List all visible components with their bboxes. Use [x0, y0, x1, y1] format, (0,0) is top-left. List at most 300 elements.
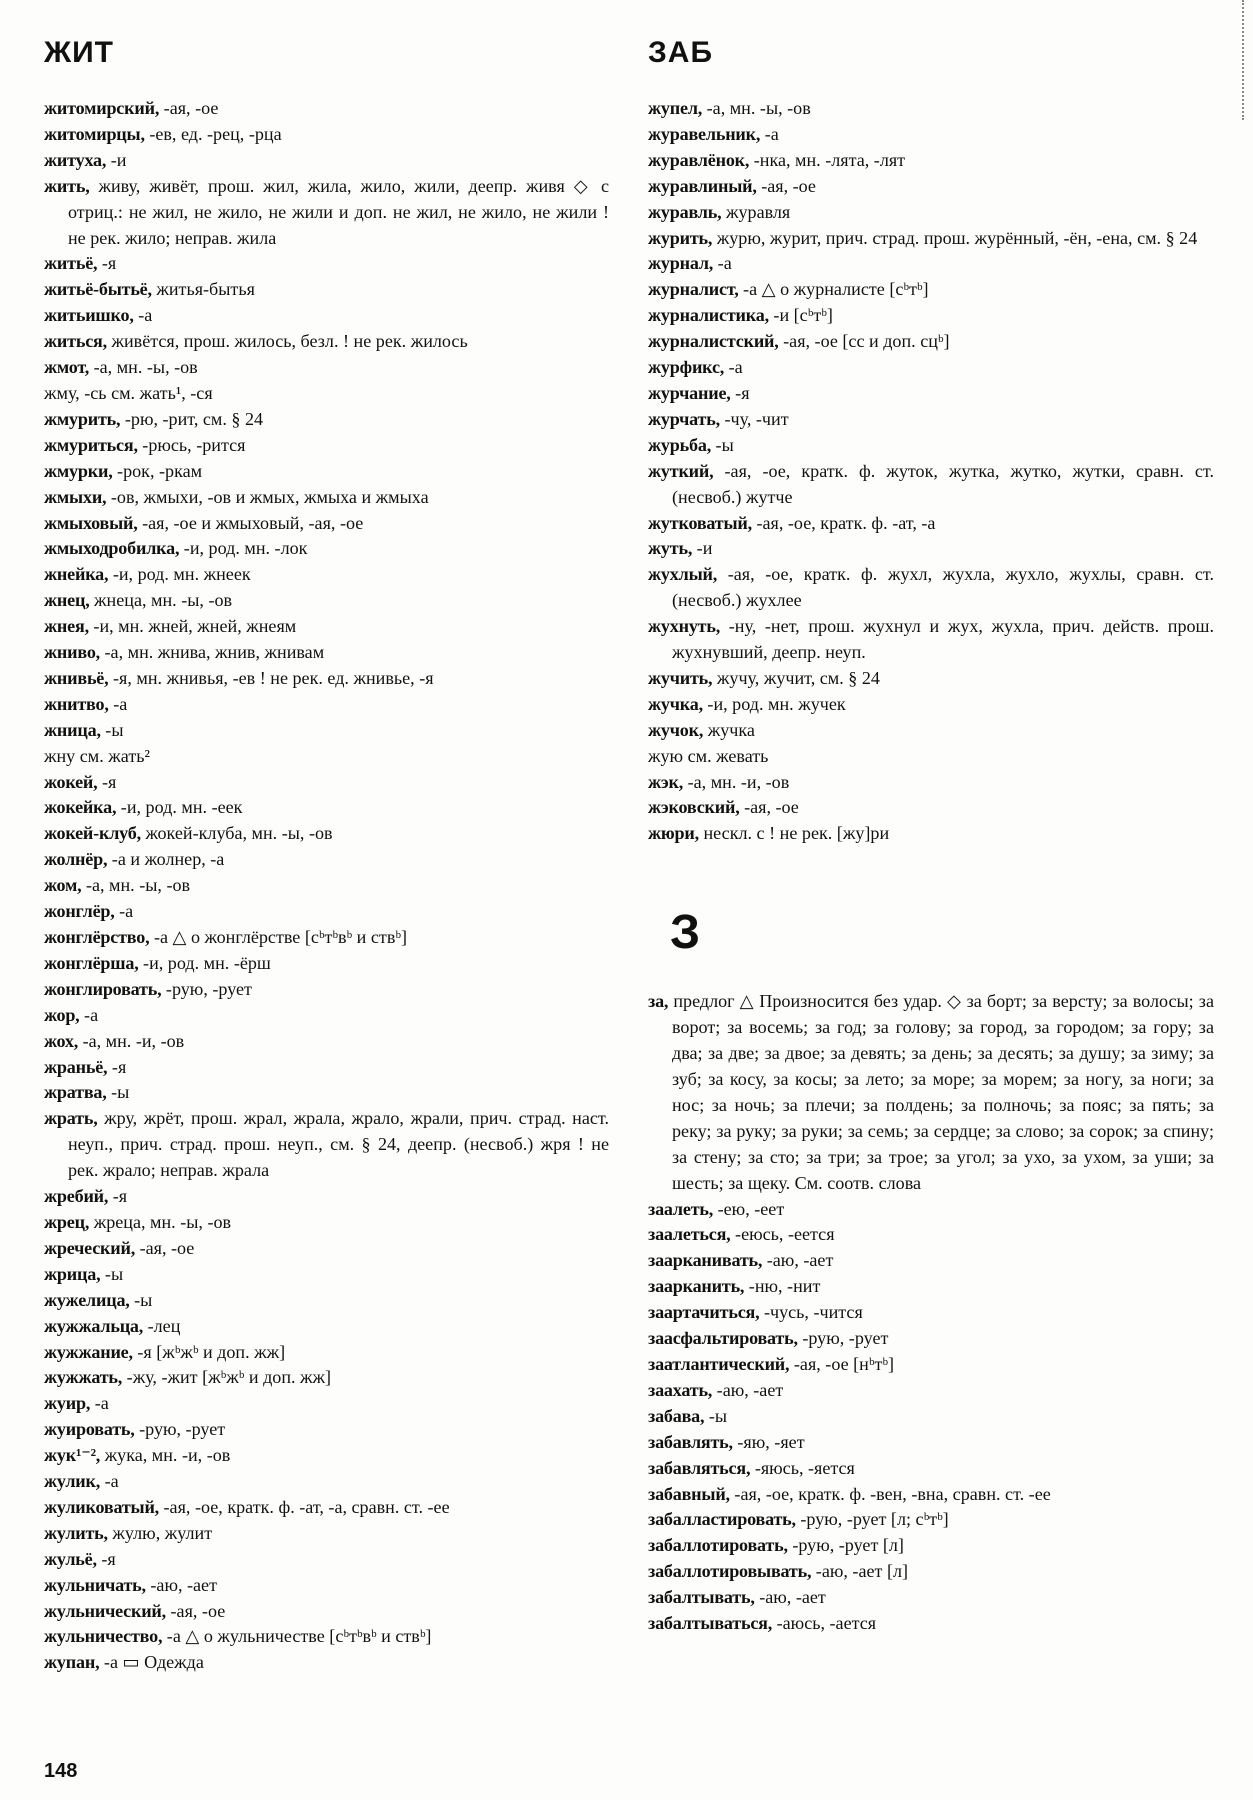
entry-body: -яюсь, -яется [750, 1457, 855, 1478]
dictionary-entry [648, 1456, 1214, 1482]
dictionary-entry [648, 666, 1214, 692]
entry-body: -я [108, 1186, 128, 1207]
dictionary-entry [648, 1559, 1214, 1585]
entry-body: -жу, -жит [жᵇжᵇ и доп. жж] [122, 1367, 332, 1388]
entry-headword: жрать, [44, 1108, 98, 1129]
dictionary-entry [648, 251, 1214, 277]
dictionary-entry [648, 96, 1214, 122]
entry-body: -а [90, 1393, 109, 1414]
dictionary-entry [44, 1547, 609, 1573]
entry-headword: жужелица, [44, 1289, 130, 1310]
dictionary-entry [44, 1469, 609, 1495]
entry-headword: жница, [44, 719, 101, 740]
entry-body: жну см. жать² [44, 745, 150, 766]
entry-headword: жупел, [648, 98, 703, 118]
dictionary-entry [648, 562, 1214, 614]
entry-body: -ая, -ое, кратк. ф. жуток, жутка, жутко, жутки, сравн. ст. (несвоб.) жутче [672, 460, 1214, 507]
running-head-left: ЖИТ [44, 36, 115, 69]
entry-headword: журфикс, [648, 357, 725, 378]
dictionary-entry [44, 1573, 609, 1599]
entry-headword: жокейка, [44, 797, 117, 818]
entry-headword: житомирцы, [44, 123, 145, 144]
dictionary-entry [648, 718, 1214, 744]
section-letter: З [670, 906, 701, 960]
entry-headword: жуть, [648, 538, 693, 559]
dictionary-entry [44, 614, 609, 640]
entry-body: -а и жолнер, -а [107, 849, 225, 870]
dictionary-entry [44, 873, 609, 899]
entry-body: -и [сᵇтᵇ] [768, 305, 833, 326]
dictionary-entry [648, 1352, 1214, 1378]
entry-headword: жраньё, [44, 1056, 108, 1077]
entry-headword: жонглёрша, [44, 952, 139, 973]
entry-body: -ы [106, 1082, 130, 1103]
entry-headword: жульё, [44, 1548, 97, 1569]
dictionary-entry [44, 1210, 609, 1236]
dictionary-entry [44, 951, 609, 977]
entry-body: -а [114, 901, 134, 922]
entry-body: -чу, -чит [719, 408, 789, 429]
entry-body: -и, род. мн. жнеек [108, 564, 251, 585]
entry-body: житья-бытья [151, 279, 255, 300]
dictionary-entry [648, 148, 1214, 174]
entry-headword: журналистика, [648, 305, 769, 326]
entry-headword: жолнёр, [44, 849, 108, 870]
dictionary-entry [44, 1003, 609, 1029]
entry-body: -ая, -ое [165, 1600, 226, 1621]
dictionary-entry [44, 1365, 609, 1391]
entry-headword: жульничество, [44, 1626, 163, 1647]
entry-body: жру, жрёт, прош. жрал, жрала, жрало, жрали, прич. страд. наст. неуп., прич. страд. прош. неуп., см. § 24, деепр. (несвоб.) жря ! не рек. жрало; неправ. жрала [68, 1108, 609, 1181]
dictionary-entry [648, 277, 1214, 303]
entry-body: -ы [100, 719, 124, 740]
entry-headword: жмот, [44, 357, 90, 378]
dictionary-entry [44, 148, 609, 174]
dictionary-entry [44, 1417, 609, 1443]
dictionary-entry [648, 536, 1214, 562]
entry-headword: забаллотировать, [648, 1535, 788, 1556]
dictionary-entry [648, 614, 1214, 666]
entry-headword: жратва, [44, 1082, 107, 1103]
left-column [44, 96, 609, 1676]
entry-headword: жор, [44, 1004, 80, 1025]
dictionary-entry [648, 511, 1214, 537]
entry-headword: забавный, [648, 1483, 730, 1504]
entry-headword: журналист, [648, 279, 739, 300]
entry-body: жую см. жевать [648, 745, 769, 766]
dictionary-entry [648, 1430, 1214, 1456]
dictionary-entry [648, 200, 1214, 226]
dictionary-entry [44, 1521, 609, 1547]
entry-body: -аю, -ает [762, 1250, 834, 1271]
entry-headword: заасфальтировать, [648, 1328, 798, 1349]
entry-headword: жмыховый, [44, 512, 138, 533]
entry-body: -яю, -яет [732, 1431, 805, 1452]
dictionary-entry [44, 562, 609, 588]
entry-body: -лец [143, 1315, 181, 1336]
dictionary-entry [44, 925, 609, 951]
dictionary-entry [44, 1288, 609, 1314]
entry-headword: журчание, [648, 382, 731, 403]
entry-body: -ев, ед. -рец, -рца [144, 123, 282, 144]
entry-headword: заартачиться, [648, 1302, 760, 1323]
running-head-right: ЗАБ [648, 36, 714, 69]
dictionary-entry [44, 459, 609, 485]
entry-headword: житьё, [44, 253, 98, 274]
entry-body: -и, род. мн. -лок [179, 538, 308, 559]
dictionary-entry [44, 381, 609, 407]
entry-headword: жмурки, [44, 460, 113, 481]
entry-headword: заахать, [648, 1379, 713, 1400]
dictionary-entry [44, 821, 609, 847]
entry-body: -рок, -ркам [112, 460, 203, 481]
entry-body: -нка, мн. -лята, -лят [749, 149, 906, 170]
entry-headword: жмурить, [44, 408, 121, 429]
entry-body: -я [730, 382, 750, 403]
dictionary-entry [648, 1378, 1214, 1404]
entry-body: -аю, -ает [712, 1379, 784, 1400]
dictionary-entry [648, 433, 1214, 459]
entry-body: -а [760, 123, 779, 144]
entry-body: -рую, -рует [л; сᵇтᵇ] [795, 1509, 949, 1530]
entry-body: -ну, -нет, прош. жухнул и жух, жухла, прич. действ. прош. жухнувший, деепр. неуп. [672, 616, 1214, 663]
entry-headword: журавельник, [648, 123, 761, 144]
entry-headword: жребий, [44, 1186, 109, 1207]
dictionary-entry [44, 511, 609, 537]
dictionary-entry [44, 1106, 609, 1184]
dictionary-entry [648, 1197, 1214, 1223]
entry-headword: жнитво, [44, 693, 109, 714]
entry-headword: заалеться, [648, 1224, 731, 1245]
right-column-entries-bottom [648, 989, 1214, 1637]
dictionary-entry [44, 329, 609, 355]
entry-headword: жмыхи, [44, 486, 107, 507]
entry-body: -а [724, 357, 743, 378]
dictionary-entry [44, 433, 609, 459]
entry-body: жреца, мн. -ы, -ов [89, 1211, 232, 1232]
entry-headword: жучок, [648, 719, 704, 740]
entry-headword: жонглёр, [44, 901, 115, 922]
entry-body: нескл. с ! не рек. [жу]ри [698, 823, 890, 844]
entry-headword: жнивьё, [44, 667, 109, 688]
entry-headword: жох, [44, 1030, 79, 1051]
entry-body: -ая, -ое [159, 98, 219, 118]
entry-body: -и, род. мн. жучек [702, 693, 846, 714]
entry-body: -я [жᵇжᵇ и доп. жж] [132, 1341, 286, 1362]
entry-headword: жнец, [44, 590, 90, 611]
entry-headword: жниво, [44, 642, 100, 663]
dictionary-entry [44, 1262, 609, 1288]
dictionary-entry [648, 226, 1214, 252]
entry-headword: заарканивать, [648, 1250, 763, 1271]
entry-headword: журнал, [648, 253, 714, 274]
dictionary-entry [44, 744, 609, 770]
entry-body: -а, мн. жнива, жнив, жнивам [100, 642, 325, 663]
entry-body: -ню, -нит [744, 1276, 821, 1297]
entry-headword: житомирский, [44, 98, 160, 118]
dictionary-entry [648, 1482, 1214, 1508]
dictionary-entry [44, 407, 609, 433]
entry-headword: журьба, [648, 434, 712, 455]
entry-headword: жулик, [44, 1471, 101, 1492]
entry-body: -ая, -ое [сс и доп. сцᵇ] [778, 331, 950, 352]
entry-body: живу, живёт, прош. жил, жила, жило, жили, деепр. живя ◇ с отриц.: не жил, не жило, не жили и доп. не жил, не жило, не жили ! не рек. жило; неправ. жила [68, 175, 609, 248]
entry-body: -ов, жмыхи, -ов и жмых, жмыха и жмыха [106, 486, 429, 507]
entry-body: -а [108, 693, 128, 714]
dictionary-entry [44, 277, 609, 303]
dictionary-entry [44, 174, 609, 252]
entry-body: -а ▭ Одежда [99, 1652, 204, 1673]
entry-body: -и [692, 538, 713, 559]
entry-body: -а, мн. -ы, -ов [81, 875, 191, 896]
entry-headword: забалтываться, [648, 1613, 773, 1634]
entry-body: -я [97, 771, 117, 792]
entry-body: -а △ о журналисте [сᵇтᵇ] [738, 279, 929, 300]
entry-body: -ею, -еет [713, 1198, 785, 1219]
entry-headword: жульнический, [44, 1600, 166, 1621]
dictionary-entry [648, 770, 1214, 796]
entry-headword: жужжание, [44, 1341, 133, 1362]
entry-headword: жрец, [44, 1211, 90, 1232]
entry-headword: жуировать, [44, 1419, 135, 1440]
entry-headword: жокей-клуб, [44, 823, 141, 844]
entry-body: -аюсь, -ается [772, 1613, 877, 1634]
entry-body: -ая, -ое, кратк. ф. жухл, жухла, жухло, жухлы, сравн. ст. (несвоб.) жухлее [672, 564, 1214, 611]
entry-body: -аю, -ает [145, 1574, 217, 1595]
entry-body: -ая, -ое, кратк. ф. -ат, -а, сравн. ст. -ее [159, 1496, 450, 1517]
entry-body: -а △ о жульничестве [сᵇтᵇвᵇ и ствᵇ] [162, 1626, 432, 1647]
entry-body: -ы [704, 1405, 728, 1426]
entry-headword: жуткий, [648, 460, 714, 481]
dictionary-entry [648, 795, 1214, 821]
entry-body: -ы [100, 1263, 124, 1284]
entry-body: жучу, жучит, см. § 24 [712, 667, 880, 688]
entry-headword: забалтывать, [648, 1587, 755, 1608]
dictionary-entry [44, 1055, 609, 1081]
entry-body: жука, мн. -и, -ов [100, 1445, 231, 1466]
dictionary-entry [648, 1611, 1214, 1637]
entry-body: -рую, -рует [л] [787, 1535, 904, 1556]
entry-body: -рую, -рует [161, 978, 252, 999]
entry-headword: жужжальца, [44, 1315, 144, 1336]
entry-headword: жупан, [44, 1652, 100, 1673]
dictionary-entry [44, 640, 609, 666]
entry-body: -я [96, 1548, 116, 1569]
entry-body: жму, -сь см. жать¹, -ся [44, 382, 213, 403]
dictionary-entry [648, 989, 1214, 1196]
dictionary-entry [44, 770, 609, 796]
dictionary-entry [648, 303, 1214, 329]
dictionary-entry [648, 821, 1214, 847]
entry-body: -ая, -ое и жмыховый, -ая, -ое [137, 512, 364, 533]
dictionary-entry [44, 1236, 609, 1262]
page-edge-marks [1242, 0, 1247, 120]
entry-body: -а, мн. -ы, -ов [89, 357, 198, 378]
dictionary-entry [648, 459, 1214, 511]
dictionary-entry [44, 1029, 609, 1055]
entry-body: -а △ о жонглёрстве [сᵇтᵇвᵇ и ствᵇ] [149, 927, 408, 947]
entry-headword: жук¹⁻², [44, 1445, 101, 1466]
entry-headword: журить, [648, 227, 713, 248]
entry-body: -а [79, 1004, 99, 1025]
dictionary-entry [44, 718, 609, 744]
dictionary-entry [648, 1300, 1214, 1326]
dictionary-entry [44, 692, 609, 718]
page-number: 148 [44, 1760, 78, 1782]
entry-headword: жухнуть, [648, 616, 721, 637]
entry-headword: журавлёнок, [648, 149, 750, 170]
entry-body: -рую, -рует [797, 1328, 889, 1349]
entry-body: -ая, -ое [739, 797, 799, 818]
entry-headword: житьишко, [44, 305, 134, 326]
dictionary-entry [44, 303, 609, 329]
entry-body: -еюсь, -еется [730, 1224, 835, 1245]
entry-body: жулю, жулит [107, 1522, 213, 1543]
entry-headword: жулить, [44, 1522, 108, 1543]
entry-body: -и, род. мн. -еек [116, 797, 243, 818]
entry-body: -и [106, 149, 127, 170]
entry-headword: журавль, [648, 201, 722, 222]
entry-body: -а, мн. -и, -ов [683, 771, 790, 792]
dictionary-entry [648, 1533, 1214, 1559]
entry-headword: жнейка, [44, 564, 109, 585]
dictionary-entry [44, 795, 609, 821]
entry-headword: за, [648, 991, 669, 1012]
dictionary-entry [44, 1443, 609, 1469]
dictionary-entry [648, 692, 1214, 718]
dictionary-entry [44, 251, 609, 277]
entry-body: -а [100, 1471, 119, 1492]
dictionary-entry [648, 355, 1214, 381]
entry-body: -аю, -ает [л] [811, 1561, 909, 1582]
dictionary-entry [648, 1326, 1214, 1352]
entry-headword: жутковатый, [648, 512, 752, 533]
entry-body: -аю, -ает [754, 1587, 826, 1608]
entry-headword: журавлиный, [648, 175, 757, 196]
entry-headword: жэк, [648, 771, 684, 792]
dictionary-entry [44, 666, 609, 692]
dictionary-entry [44, 1184, 609, 1210]
dictionary-entry [44, 485, 609, 511]
entry-body: жучка [703, 719, 755, 740]
entry-headword: жужжать, [44, 1367, 123, 1388]
entry-body: -и, мн. жней, жней, жнеям [88, 616, 297, 637]
entry-headword: житься, [44, 331, 107, 352]
dictionary-entry [44, 1650, 609, 1676]
entry-body: жокей-клуба, мн. -ы, -ов [140, 823, 333, 844]
entry-body: -а, мн. -и, -ов [78, 1030, 185, 1051]
dictionary-entry [648, 329, 1214, 355]
dictionary-entry [648, 744, 1214, 770]
entry-headword: забалластировать, [648, 1509, 796, 1530]
entry-headword: жуир, [44, 1393, 91, 1414]
entry-body: -рю, -рит, см. § 24 [120, 408, 264, 429]
entry-body: предлог △ Произносится без удар. ◇ за борт; за версту; за волосы; за ворот; за восемь; за год; за голову; за город, за городом; за гору; за два; за две; за двое; за девять; за день; за десять; за душу; за зиму; за зуб; за косу, за косы; за лето; за море; за морем; за ногу, за ноги; за нос; за ночь; за плечи; за полдень; за полночь; за пояс; за пять; за реку; за руку; за руки; за семь; за сердце; за слово; за сорок; за спину; за стену; за сто; за три; за трое; за угол; за ухо, за ухом, за уши; за шесть; за щеку. См. соотв. слова [668, 991, 1214, 1193]
entry-body: жнеца, мн. -ы, -ов [89, 590, 233, 611]
entry-headword: житьё-бытьё, [44, 279, 152, 300]
entry-headword: жухлый, [648, 564, 718, 585]
entry-headword: жреческий, [44, 1237, 136, 1258]
dictionary-entry [44, 96, 609, 122]
dictionary-entry [44, 536, 609, 562]
entry-body: -ая, -ое [нᵇтᵇ] [789, 1353, 894, 1374]
entry-headword: забава, [648, 1405, 705, 1426]
entry-body: -я [97, 253, 117, 274]
entry-body: -ая, -ое [756, 175, 816, 196]
entry-headword: житуха, [44, 149, 107, 170]
entry-body: журавля [721, 201, 791, 222]
entry-headword: жнея, [44, 616, 89, 637]
right-column-entries-top [648, 96, 1214, 847]
entry-headword: заалеть, [648, 1198, 714, 1219]
entry-headword: жюри, [648, 823, 699, 844]
dictionary-entry [648, 174, 1214, 200]
entry-body: -рую, -рует [134, 1419, 226, 1440]
entry-headword: заарканить, [648, 1276, 745, 1297]
dictionary-entry [648, 1585, 1214, 1611]
dictionary-entry [648, 1248, 1214, 1274]
entry-headword: жить, [44, 175, 90, 196]
entry-headword: жэковский, [648, 797, 740, 818]
entry-headword: забавлять, [648, 1431, 733, 1452]
entry-body: -а, мн. -ы, -ов [702, 98, 811, 118]
dictionary-entry [648, 1404, 1214, 1430]
entry-headword: жучка, [648, 693, 703, 714]
entry-body: -я [107, 1056, 127, 1077]
dictionary-entry [44, 1080, 609, 1106]
entry-headword: журчать, [648, 408, 720, 429]
entry-body: -ая, -ое [135, 1237, 195, 1258]
dictionary-entry [648, 1507, 1214, 1533]
entry-headword: жуликоватый, [44, 1496, 159, 1517]
dictionary-entry [44, 588, 609, 614]
dictionary-entry [44, 1340, 609, 1366]
entry-body: журю, журит, прич. страд. прош. журённый, -ён, -ена, см. § 24 [712, 227, 1198, 248]
dictionary-entry [648, 1222, 1214, 1248]
entry-headword: жонглировать, [44, 978, 162, 999]
dictionary-entry [44, 1495, 609, 1521]
entry-body: -рюсь, -рится [137, 434, 246, 455]
entry-headword: журналистский, [648, 331, 779, 352]
entry-headword: жрица, [44, 1263, 101, 1284]
entry-headword: забавляться, [648, 1457, 751, 1478]
entry-headword: жонглёрство, [44, 927, 150, 947]
entry-body: -а [713, 253, 732, 274]
entry-headword: жмуриться, [44, 434, 138, 455]
entry-body: -ая, -ое, кратк. ф. -вен, -вна, сравн. ст. -ее [729, 1483, 1051, 1504]
dictionary-entry [44, 1314, 609, 1340]
entry-body: -ы [711, 434, 734, 455]
dictionary-entry [44, 355, 609, 381]
entry-body: -чусь, -чится [759, 1302, 863, 1323]
entry-body: -я, мн. жнивья, -ев ! не рек. ед. жнивье, -я [108, 667, 434, 688]
entry-body: живётся, прош. жилось, безл. ! не рек. жилось [106, 331, 468, 352]
entry-headword: жмыходробилка, [44, 538, 180, 559]
entry-headword: жом, [44, 875, 82, 896]
dictionary-entry [648, 381, 1214, 407]
dictionary-entry [44, 1624, 609, 1650]
dictionary-entry [648, 407, 1214, 433]
dictionary-entry [44, 1599, 609, 1625]
dictionary-entry [648, 1274, 1214, 1300]
entry-body: -и, род. мн. -ёрш [138, 952, 271, 973]
entry-headword: жульничать, [44, 1574, 146, 1595]
entry-headword: жучить, [648, 667, 713, 688]
entry-body: -ая, -ое, кратк. ф. -ат, -а [751, 512, 936, 533]
entry-body: -ы [129, 1289, 153, 1310]
right-column [648, 96, 1214, 1637]
dictionary-entry [648, 122, 1214, 148]
